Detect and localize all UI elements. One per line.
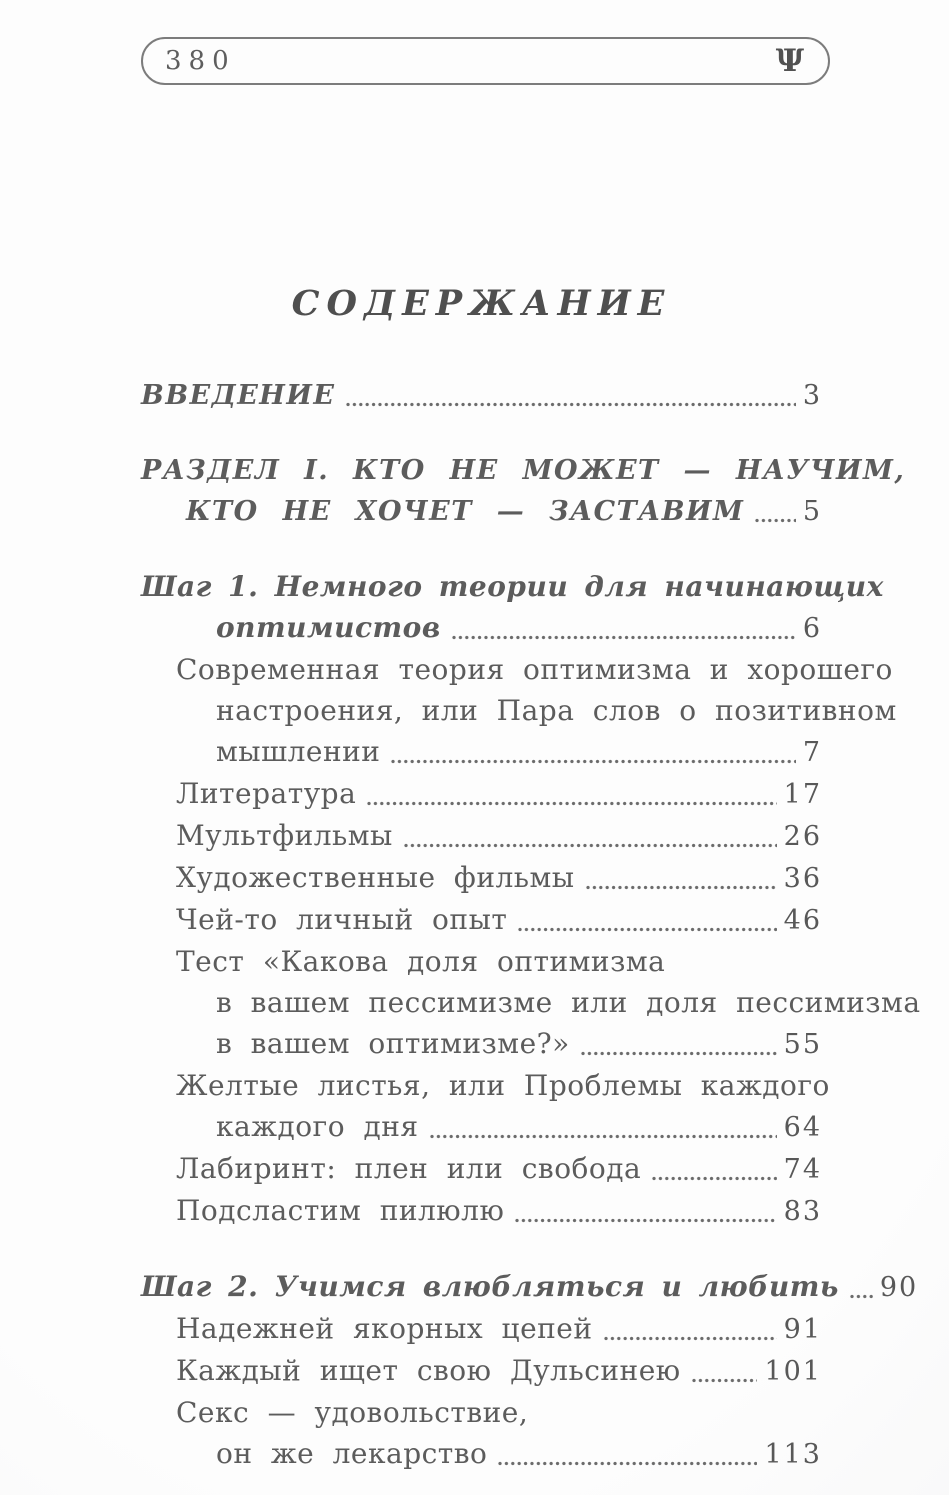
toc-line xyxy=(141,857,822,899)
toc-page-number: 90 xyxy=(879,1272,919,1303)
psi-icon: Ψ xyxy=(775,43,804,79)
toc-page-number: 83 xyxy=(783,1196,822,1227)
toc-line xyxy=(141,1308,822,1350)
dot-leader xyxy=(849,1292,873,1301)
toc-entry xyxy=(141,815,822,857)
toc-line xyxy=(141,1433,822,1475)
toc-line xyxy=(141,607,822,649)
dot-leader xyxy=(429,1132,777,1141)
toc-entry xyxy=(141,649,897,773)
toc-entry xyxy=(141,857,822,899)
toc-line-text: в вашем пессимизме или доля пессимизма xyxy=(216,986,921,1019)
toc-entry xyxy=(141,1308,822,1350)
toc-line-text: мышлении xyxy=(216,735,381,768)
toc-page-number: 55 xyxy=(783,1029,822,1060)
dot-leader xyxy=(403,841,777,850)
toc-line-text: настроения, или Пара слов о позитивном xyxy=(216,694,897,727)
toc-line xyxy=(141,649,893,690)
toc-line xyxy=(141,982,921,1023)
toc-line xyxy=(141,1266,919,1308)
toc-line xyxy=(141,566,884,607)
toc-page-number: 101 xyxy=(764,1356,822,1387)
toc-line-text: ВВЕДЕНИЕ xyxy=(141,380,336,411)
toc-line-text: Шаг 2. Учимся влюбляться и любить xyxy=(141,1270,839,1303)
toc-line xyxy=(141,1350,822,1392)
dot-leader xyxy=(514,1216,776,1225)
toc-page-number: 113 xyxy=(764,1439,822,1470)
dot-leader xyxy=(366,799,776,808)
toc-entry xyxy=(141,941,921,1065)
toc-line xyxy=(141,815,822,857)
toc-line xyxy=(141,1106,822,1148)
dot-leader xyxy=(603,1334,777,1343)
toc-entry xyxy=(141,773,822,815)
toc-line-text: Тест «Какова доля оптимизма xyxy=(176,945,666,978)
toc-page-number: 74 xyxy=(783,1154,822,1185)
toc-page-number: 26 xyxy=(783,821,822,852)
toc-line xyxy=(141,1065,830,1106)
dot-leader xyxy=(691,1376,758,1385)
toc-line xyxy=(141,941,822,982)
toc-line-text: Каждый ищет свою Дульсинею xyxy=(176,1354,681,1387)
toc-line xyxy=(141,375,822,416)
toc-line-text: Желтые листья, или Проблемы каждого xyxy=(176,1069,830,1102)
toc-page-number: 5 xyxy=(802,496,822,527)
toc-page-number: 91 xyxy=(783,1314,822,1345)
toc-line xyxy=(141,1023,822,1065)
dot-leader xyxy=(390,757,795,766)
toc-line xyxy=(141,690,897,731)
toc-line-text: Шаг 1. Немного теории для начинающих xyxy=(141,570,884,603)
dot-leader xyxy=(754,516,795,525)
toc-line xyxy=(141,731,822,773)
dot-leader xyxy=(580,1049,777,1058)
toc-entry xyxy=(141,1392,822,1475)
toc-line-text: Художественные фильмы xyxy=(176,861,575,894)
toc-line xyxy=(141,1392,822,1433)
toc-entry xyxy=(141,1065,830,1148)
toc-line xyxy=(141,1148,822,1190)
toc-line-text: в вашем оптимизме?» xyxy=(216,1027,570,1060)
toc-entry xyxy=(141,1148,822,1190)
toc-line-text: Современная теория оптимизма и хорошего xyxy=(176,653,893,686)
toc-page-number: 36 xyxy=(783,863,822,894)
toc-line-text: Лабиринт: плен или свобода xyxy=(176,1152,642,1185)
toc-line-text: Надежней якорных цепей xyxy=(176,1312,593,1345)
toc-line-text: РАЗДЕЛ I. КТО НЕ МОЖЕТ — НАУЧИМ, xyxy=(141,455,906,486)
toc-line-text: оптимистов xyxy=(216,611,441,644)
page-title: СОДЕРЖАНИЕ xyxy=(291,283,672,324)
toc-entry xyxy=(141,450,906,532)
toc-page-number: 3 xyxy=(802,380,822,411)
toc-page-number: 64 xyxy=(783,1112,822,1143)
dot-leader xyxy=(651,1174,776,1183)
toc-line-text: Секс — удовольствие, xyxy=(176,1396,529,1429)
toc-line-text: КТО НЕ ХОЧЕТ — ЗАСТАВИМ xyxy=(186,496,745,527)
toc-line xyxy=(141,773,822,815)
dot-leader xyxy=(585,883,777,892)
toc-line-text: каждого дня xyxy=(216,1110,419,1143)
dot-leader xyxy=(517,925,776,934)
toc-line-text: он же лекарство xyxy=(216,1437,488,1470)
toc-line-text: Подсластим пилюлю xyxy=(176,1194,505,1227)
toc-line-text: Мультфильмы xyxy=(176,819,393,852)
toc-list xyxy=(141,375,921,1475)
toc-entry xyxy=(141,375,822,416)
dot-leader xyxy=(345,400,795,409)
page-header xyxy=(141,37,830,85)
toc-line xyxy=(141,899,822,941)
toc-entry xyxy=(141,899,822,941)
toc-line-text: Литература xyxy=(176,777,357,810)
toc-line xyxy=(141,1190,822,1232)
dot-leader xyxy=(497,1459,757,1468)
toc-entry xyxy=(141,1350,822,1392)
toc-page-number: 46 xyxy=(783,905,822,936)
toc-page-number: 7 xyxy=(802,737,822,768)
toc-line xyxy=(141,491,822,532)
toc-line-text: Чей-то личный опыт xyxy=(176,903,508,936)
page-number: 380 xyxy=(165,46,236,76)
toc-entry xyxy=(141,1190,822,1232)
toc-entry xyxy=(141,1266,919,1308)
toc-line xyxy=(141,450,906,491)
toc-entry xyxy=(141,566,884,649)
toc-page-number: 17 xyxy=(783,779,822,810)
toc-page-number: 6 xyxy=(802,613,822,644)
dot-leader xyxy=(451,633,796,642)
